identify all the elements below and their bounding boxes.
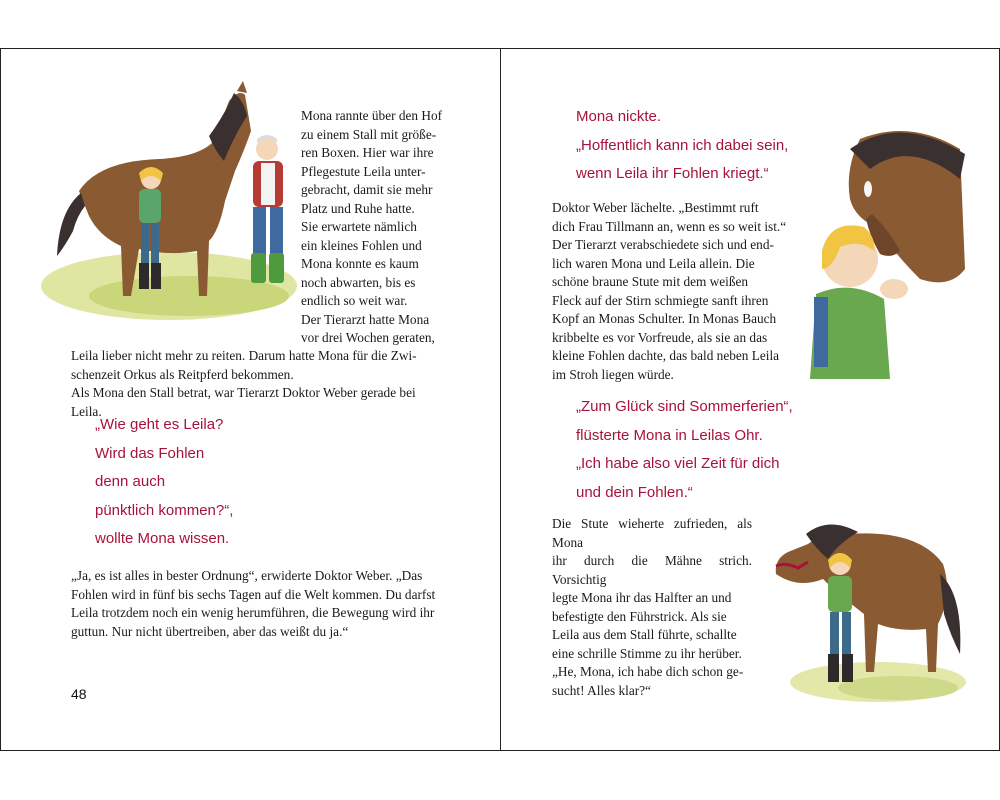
text-line: noch abwarten, bis es [301,274,416,290]
text-line: Der Tierarzt hatte Mona [301,311,430,327]
text-line: Leila lieber nicht mehr zu reiten. Darum hatte Mona für die Zwi- [71,348,417,363]
left-page [0,49,501,750]
text-line: guttun. Nur nicht übertreiben, aber das weißt du ja.“ [71,623,349,639]
text-line: vor drei Wochen geraten, [301,330,435,345]
text-line: gebracht, damit sie mehr [301,182,433,197]
text-line: Platz und Ruhe hatte. [301,200,415,216]
text-line: endlich so weit war. [301,293,408,308]
right-page [500,49,1000,750]
intro-text-full [71,347,446,421]
dialog-line: und dein Fohlen.“ [576,483,693,501]
text-line: lich waren Mona und Leila allein. Die [552,255,755,271]
text-line: Als Mona den Stall betrat, war Tierarzt Doktor Weber gerade bei Leila. [71,385,416,419]
text-line: schenzeit Orkus als Reitpferd bekommen. [71,366,294,382]
dialog-line: „Zum Glück sind Sommerferien“, [576,398,793,415]
text-line: Fohlen wird in fünf bis sechs Tagen auf die Welt kommen. Du darfst [71,586,436,602]
text-line: Fleck auf der Stirn schmiegte sanft ihren [552,292,769,308]
dialog-mona-question [95,411,233,554]
text-line: Mona rannte über den Hof [301,108,443,123]
dialog-line: „Hoffentlich kann ich dabei sein, [576,136,789,154]
illustration-girl-leading-horse [768,504,968,704]
text-line: Der Tierarzt verabschiedete sich und end- [552,237,774,252]
text-line: schöne braune Stute mit dem weißen [552,274,749,289]
dialog-line: pünktlich kommen?“, [95,501,234,519]
text-line: ren Boxen. Hier war ihre [301,145,434,160]
text-line: Kopf an Monas Schulter. In Monas Bauch [552,311,777,326]
vet-answer-text [71,567,446,641]
text-line: „Ja, es ist alles in bester Ordnung“, erwiderte Doktor Weber. „Das [71,568,423,583]
text-line: eine schrille Stimme zu ihr herüber. [552,645,742,661]
dialog-line: „Wie geht es Leila? [95,416,224,433]
text-line: Die Stute wieherte zufrieden, als Mona [552,516,752,550]
illustration-girl-horse-vet [39,81,301,321]
text-line: kribbelte es vor Vorfreude, als sie an das [552,329,768,345]
dialog-summer-holidays [576,393,793,507]
text-line: befestigte den Führstrick. Als sie [552,608,727,624]
page-number: 48 [71,686,87,702]
text-line: Mona konnte es kaum [301,256,419,271]
paragraph-halter [552,515,752,700]
text-line: zu einem Stall mit größe- [301,126,437,142]
text-line: legte Mona ihr das Halfter an und [552,590,732,605]
text-line: ihr durch die Mähne strich. Vorsichtig [552,553,752,587]
text-line: kleine Fohlen dachte, das bald neben Leila [552,348,780,363]
text-line: ein kleines Fohlen und [301,237,422,253]
text-line: sucht! Alles klar?“ [552,682,651,698]
dialog-line: wollte Mona wissen. [95,530,230,547]
dialog-line: Wird das Fohlen [95,444,205,462]
text-line: dich Frau Tillmann an, wenn es so weit ist.“ [552,218,787,234]
illustration-girl-horse-head [810,119,970,379]
text-line: Sie erwartete nämlich [301,219,417,234]
dialog-line: wenn Leila ihr Fohlen kriegt.“ [576,165,769,182]
dialog-line: Mona nickte. [576,108,662,125]
text-line: im Stroh liegen würde. [552,366,674,382]
text-line: Doktor Weber lächelte. „Bestimmt ruft [552,200,759,215]
dialog-line: denn auch [95,473,166,490]
dialog-line: „Ich habe also viel Zeit für dich [576,455,780,472]
text-line: Leila trotzdem noch ein wenig herumführen, die Bewegung wird ihr [71,605,435,620]
intro-text-wrapped [301,107,446,348]
text-line: Pflegestute Leila unter- [301,163,426,179]
dialog-line: flüsterte Mona in Leilas Ohr. [576,426,763,444]
text-line: „He, Mona, ich habe dich schon ge- [552,664,744,679]
book-spread [0,48,1000,751]
dialog-mona-nods [576,103,788,189]
paragraph-vet-leaves [552,199,807,384]
text-line: Leila aus dem Stall führte, schallte [552,627,737,642]
